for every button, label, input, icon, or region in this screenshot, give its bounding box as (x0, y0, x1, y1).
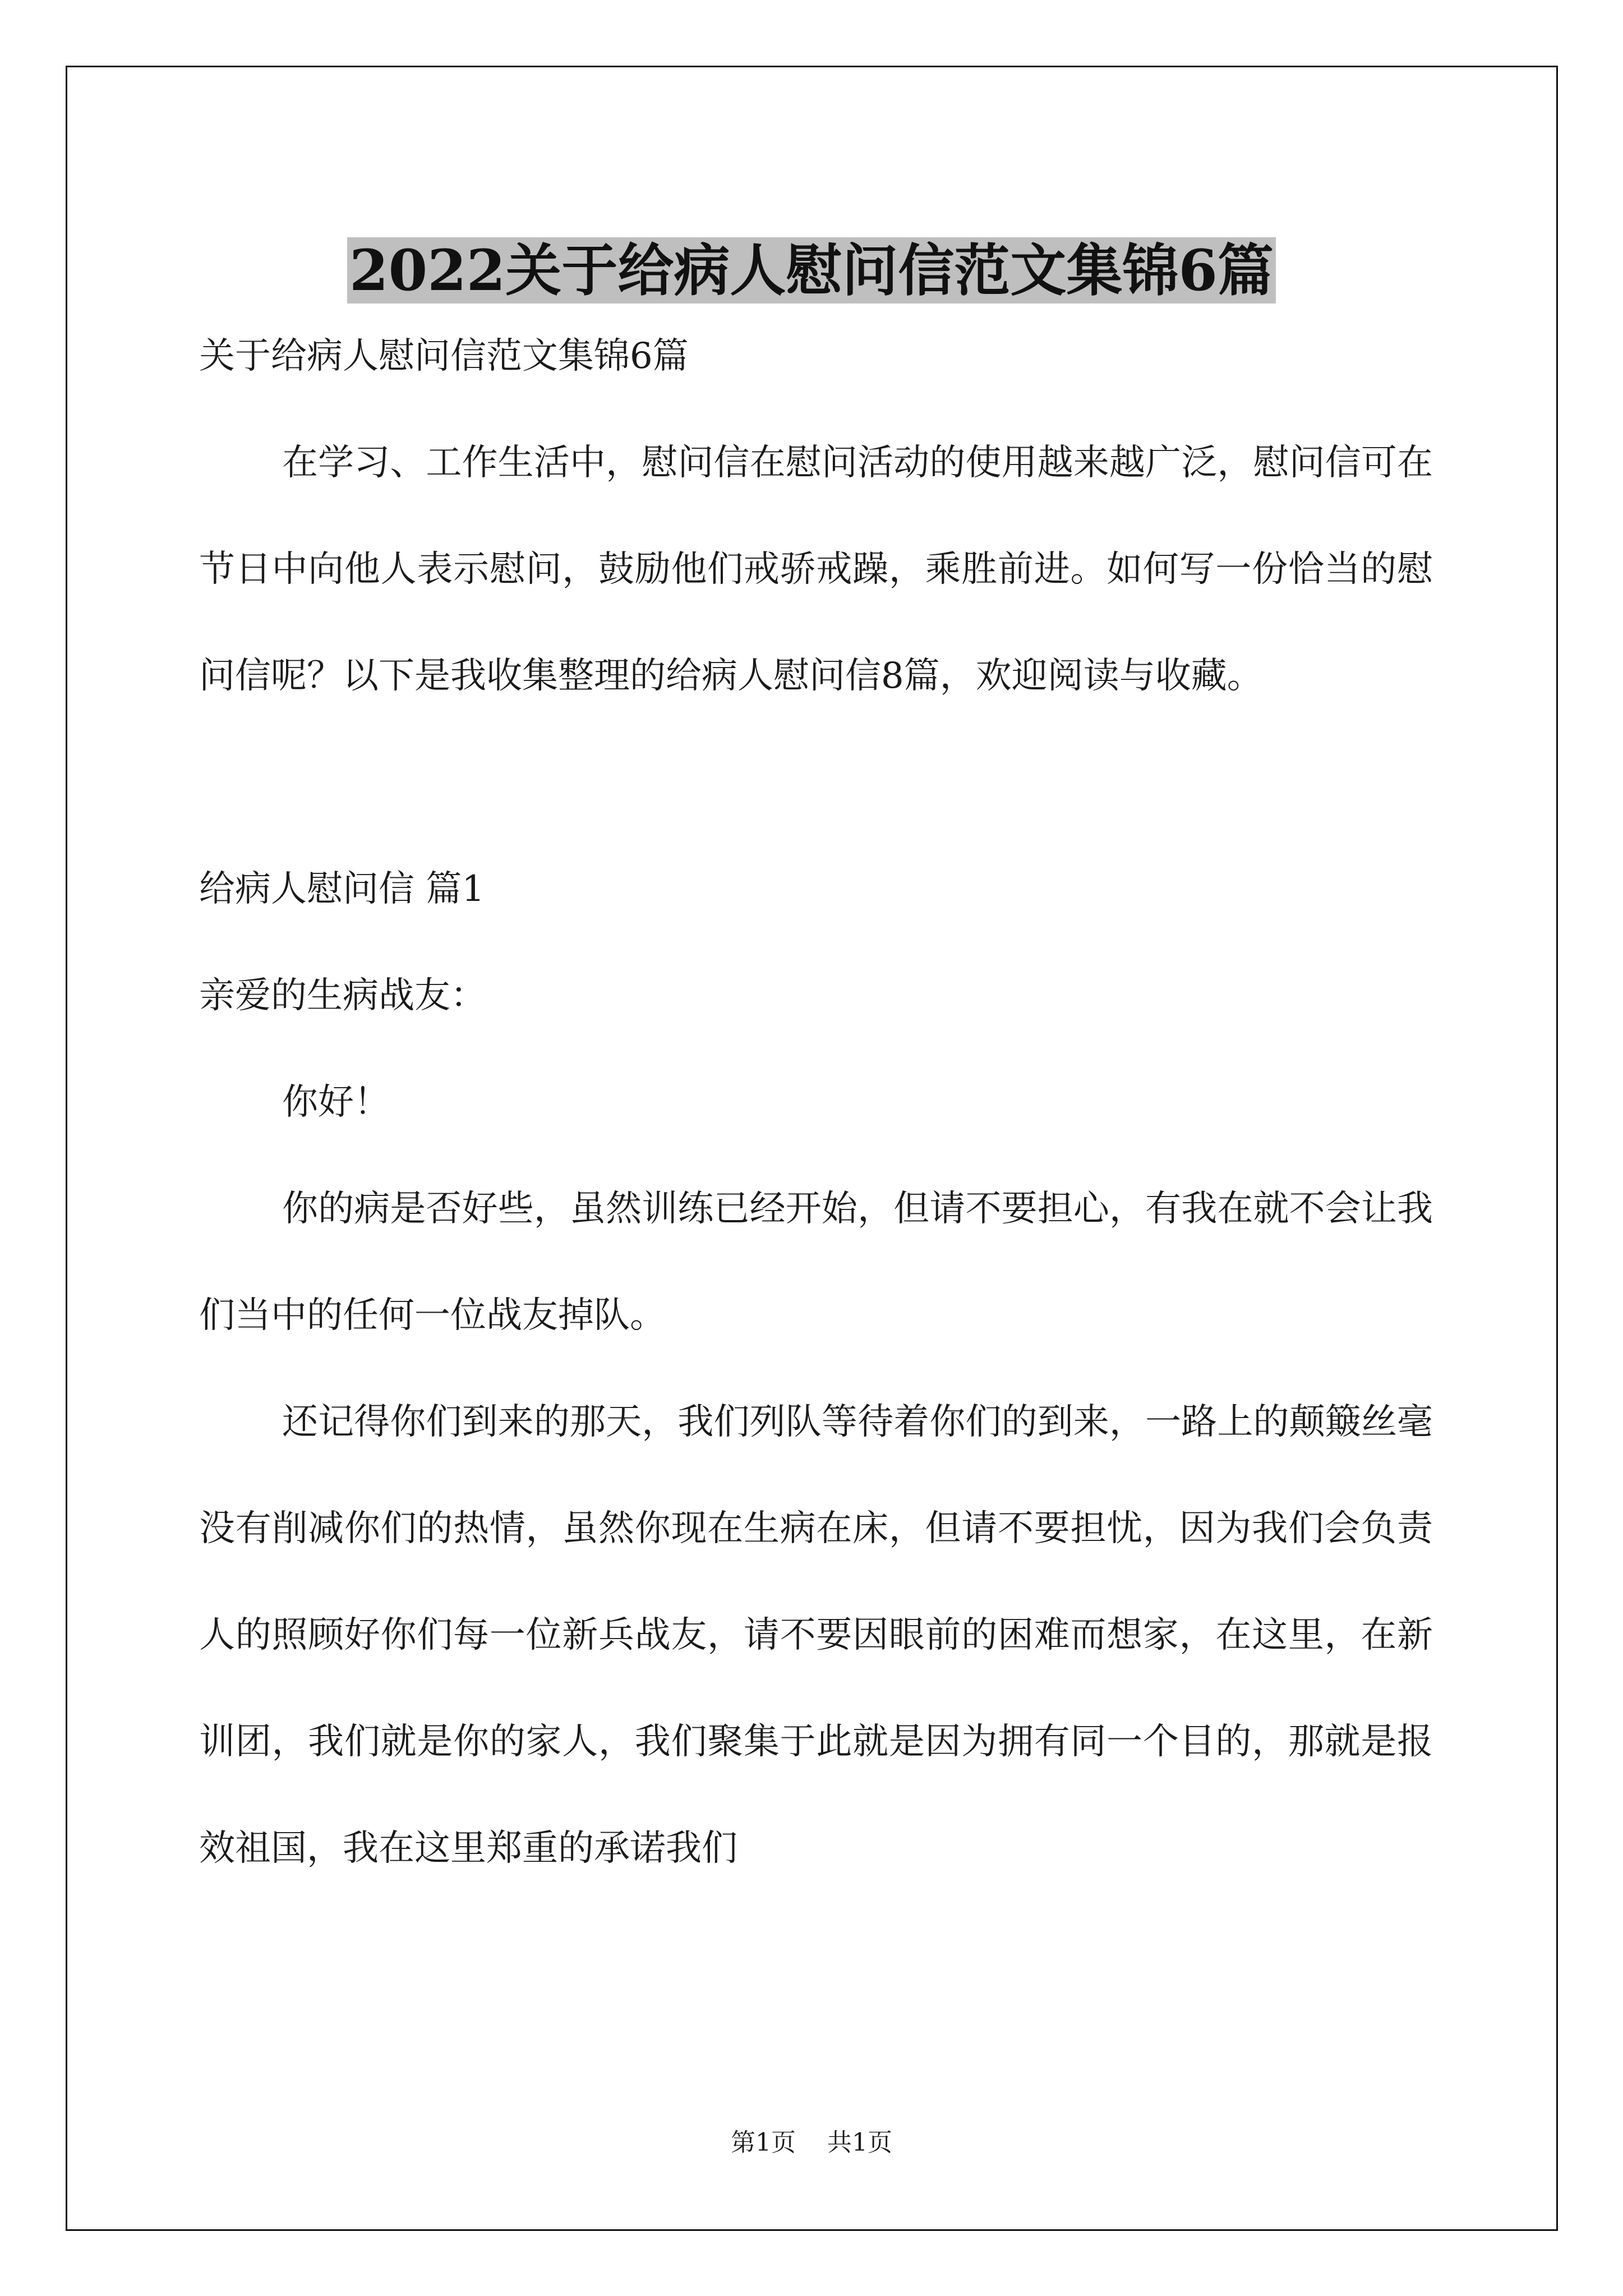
page-number-total: 共1页 (827, 2128, 892, 2157)
letter-paragraph-1: 你的病是否好些，虽然训练已经开始，但请不要担心，有我在就不会让我们当中的任何一位战友掉队。 (199, 1188, 1433, 1336)
document-subtitle: 关于给病人慰问信范文集锦6篇 (199, 335, 689, 377)
document-title-text: 2022关于给病人慰问信范文集锦6篇 (347, 237, 1276, 303)
letter-paragraph-2: 还记得你们到来的那天，我们列队等待着你们的到来，一路上的颠簸丝毫没有削减你们的热情，虽然你现在生病在床，但请不要担忧，因为我们会负责人的照顾好你们每一位新兵战友，请不要因眼前的困难而想家，在这里，在新训团，我们就是你的家人，我们聚集于此就是因为拥有同一个目的，那就是报效祖国，我在这里郑重的承诺我们 (199, 1401, 1433, 1869)
document-title (0, 228, 1623, 312)
section-heading: 给病人慰问信 篇1 (199, 868, 485, 910)
page-number-current: 第1页 (731, 2128, 796, 2157)
letter-salutation: 亲爱的生病战友： (199, 975, 486, 1016)
document-body (199, 303, 1433, 1902)
intro-paragraph: 在学习、工作生活中，慰问信在慰问活动的使用越来越广泛，慰问信可在节日中向他人表示慰问，鼓励他们戒骄戒躁，乘胜前进。如何写一份恰当的慰问信呢？以下是我收集整理的给病人慰问信8篇，欢迎阅读与收藏。 (199, 442, 1433, 697)
page-footer (0, 2126, 1623, 2160)
letter-greeting: 你好！ (282, 1082, 390, 1123)
